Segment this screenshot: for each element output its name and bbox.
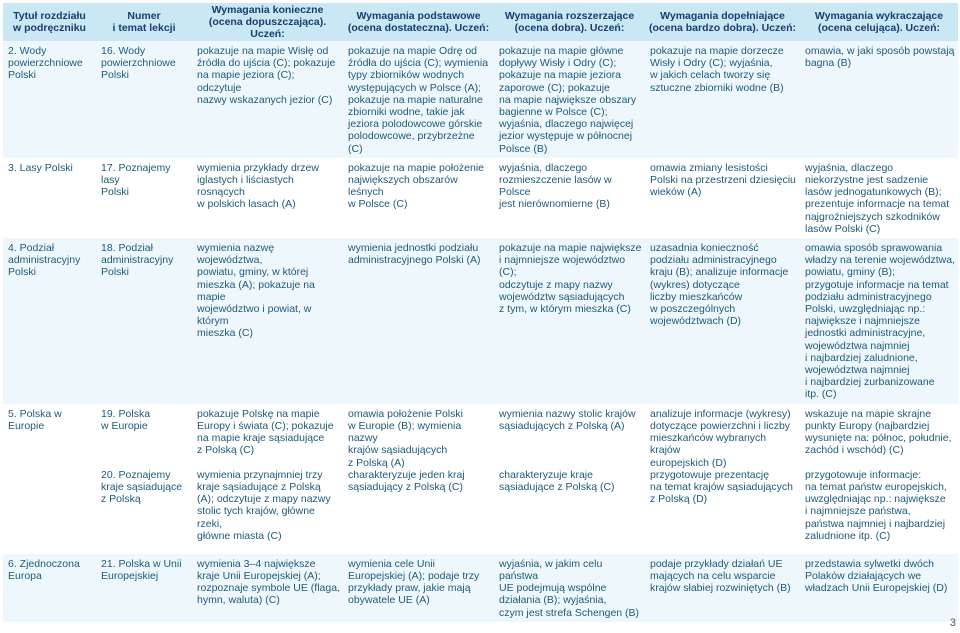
requirement-cell: wymienia jednostki podziału administracyjnego Polski (A) bbox=[343, 238, 494, 404]
requirement-cell: wymienia nazwę województwa, powiatu, gminy, w której mieszka (A); pokazuje na mapie województwo i powiat, w którym mieszka (C) bbox=[192, 238, 343, 404]
chapter-cell: 6. Zjednoczona Europa bbox=[3, 554, 96, 622]
requirement-cell: przygotowuje prezentację na temat krajów sąsiadujących z Polską (D) bbox=[650, 468, 793, 506]
requirement-cell: omawia, w jaki sposób powstają bagna (B) bbox=[800, 41, 958, 158]
requirement-cell: omawia sposób sprawowania władzy na terenie województwa, powiatu, gminy (B); przygotuje informacje na temat podziału administracyjnego Polski, uwzględniając np.: największe i najmniejsze jednostki administracyjne, województwa najmniej i najbardziej zaludnione, województwa najmniej i najbardziej zurbanizowane itp. (C) bbox=[800, 238, 958, 404]
requirements-table bbox=[3, 3, 958, 622]
requirement-cell: pokazuje Polskę na mapie Europy i świata (C); pokazuje na mapie kraje sąsiadujące z Polską (C) bbox=[197, 407, 334, 457]
requirement-cell: wymienia przykłady drzew iglastych i liściastych rosnących w polskich lasach (A) bbox=[197, 161, 319, 211]
requirement-cell: analizuje informacje (wykresy) dotyczące powierzchni i liczby mieszkańców wybranych krajów europejskich (D) bbox=[650, 407, 791, 469]
requirement-cell: wyjaśnia, w jakim celu państwa UE podejmują wspólne działania (B); wyjaśnia, czym jest strefa Schengen (B) bbox=[494, 554, 645, 622]
requirement-cell: charakteryzuje jeden kraj sąsiadujący z Polską (C) bbox=[348, 468, 465, 493]
header-core-requirements: Wymagania podstawowe (ocena dostateczna). Uczeń: bbox=[343, 3, 494, 41]
table-row bbox=[3, 238, 958, 404]
requirement-cell: pokazuje na mapie główne dopływy Wisły i Odry (C); pokazuje na mapie jeziora zaporowe (C); pokazuje na mapie największe obszary bagienne w Polsce (C); wyjaśnia, dlaczego najwięcej jezior występuje w północnej Polsce (B) bbox=[494, 41, 645, 158]
chapter-cell bbox=[3, 469, 96, 554]
lesson-cell: 16. Wody powierzchniowe Polski bbox=[96, 41, 192, 158]
requirement-cell: uzasadnia konieczność podziału administracyjnego kraju (B); analizuje informacje (wykres) dotyczące liczby mieszkańców w poszczególnych województwach (D) bbox=[645, 238, 800, 404]
requirement-cell: wymienia 3–4 największe kraje Unii Europejskiej (A); rozpoznaje symbole UE (flaga, hymn, waluta) (C) bbox=[192, 554, 343, 622]
requirement-cell: podaje przykłady działań UE mających na celu wsparcie krajów słabiej rozwiniętych (B) bbox=[645, 554, 800, 622]
header-exceeding-requirements: Wymagania wykraczające (ocena celująca). Uczeń: bbox=[800, 3, 958, 41]
requirement-cell: wyjaśnia, dlaczego niekorzystne jest sadzenie lasów jednogatunkowych (B); prezentuje informacje na temat najgroźniejszych szkodników lasów Polski (C) bbox=[805, 161, 950, 235]
chapter-cell: 3. Lasy Polski bbox=[8, 161, 73, 174]
requirement-cell: pokazuje na mapie dorzecze Wisły i Odry (C); wyjaśnia, w jakich celach tworzy się sztuczne zbiorniki wodne (B) bbox=[645, 41, 800, 158]
lesson-cell: 20. Poznajemy kraje sąsiadujące z Polską bbox=[101, 468, 183, 506]
requirement-cell: pokazuje na mapie Wisłę od źródła do ujścia (C); pokazuje na mapie jeziora (C); odczytuje nazwy wskazanych jezior (C) bbox=[192, 41, 343, 158]
table-row bbox=[3, 554, 958, 622]
lesson-cell: 21. Polska w Unii Europejskiej bbox=[96, 554, 192, 622]
header-complementary-requirements: Wymagania dopełniające (ocena bardzo dobra). Uczeń: bbox=[645, 3, 800, 41]
header-chapter-title: Tytuł rozdziału w podręczniku bbox=[3, 3, 96, 41]
header-lesson-number: Numer i temat lekcji bbox=[96, 3, 192, 41]
requirement-cell: charakteryzuje kraje sąsiadujące z Polską (C) bbox=[499, 468, 615, 493]
chapter-cell: 5. Polska w Europie bbox=[8, 407, 62, 432]
requirement-cell: omawia zmiany lesistości Polski na przestrzeni dziesięciu wieków (A) bbox=[650, 161, 796, 199]
requirement-cell: przygotowuje informacje: na temat państw europejskich, uwzględniając np.: największe i najmniejsze państwa, państwa najmniej i najbardziej zaludnione itp. (C) bbox=[805, 468, 947, 542]
header-row bbox=[3, 3, 958, 41]
header-basic-requirements: Wymagania konieczne (ocena dopuszczająca). Uczeń: bbox=[192, 3, 343, 41]
requirement-cell: pokazuje na mapie Odrę od źródła do ujścia (C); wymienia typy zbiorników wodnych występujących w Polsce (A); pokazuje na mapie naturalne zbiorniki wodne, takie jak jeziora polodowcowe górskie polodowcowe, przybrzeżne (C) bbox=[343, 41, 494, 158]
chapter-cell: 2. Wody powierzchniowe Polski bbox=[3, 41, 96, 158]
table-row bbox=[3, 404, 958, 469]
requirement-cell: wskazuje na mapie skrajne punkty Europy (najbardziej wysunięte na: północ, południe, zachód i wschód) (C) bbox=[805, 407, 952, 457]
chapter-cell: 4. Podział administracyjny Polski bbox=[3, 238, 96, 404]
requirement-cell: pokazuje na mapie położenie największych obszarów leśnych w Polsce (C) bbox=[348, 161, 485, 211]
lesson-cell: 19. Polska w Europie bbox=[101, 407, 151, 432]
lesson-cell: 18. Podział administracyjny Polski bbox=[96, 238, 192, 404]
requirement-cell: wymienia cele Unii Europejskiej (A); podaje trzy przykłady praw, jakie mają obywatele UE (A) bbox=[343, 554, 494, 622]
page-number: 3 bbox=[949, 617, 956, 629]
table-row bbox=[3, 469, 958, 554]
table-row bbox=[3, 41, 958, 158]
requirement-cell: przedstawia sylwetki dwóch Polaków działających we władzach Unii Europejskiej (D) bbox=[800, 554, 958, 622]
requirement-cell: wymienia nazwy stolic krajów sąsiadujących z Polską (A) bbox=[499, 407, 636, 432]
requirement-cell: pokazuje na mapie największe i najmniejsze województwo (C); odczytuje z mapy nazwy województw sąsiadujących z tym, w którym mieszka (C) bbox=[494, 238, 645, 404]
requirement-cell: omawia położenie Polski w Europie (B); wymienia nazwy krajów sąsiadujących z Polską (A) bbox=[348, 407, 463, 469]
header-extended-requirements: Wymagania rozszerzające (ocena dobra). Uczeń: bbox=[494, 3, 645, 41]
requirement-cell: wyjaśnia, dlaczego rozmieszczenie lasów w Polsce jest nierównomierne (B) bbox=[499, 161, 612, 211]
lesson-cell: 17. Poznajemy lasy Polski bbox=[101, 161, 171, 199]
requirement-cell: wymienia przynajmniej trzy kraje sąsiadujące z Polską (A); odczytuje z mapy nazwy stolic tych krajów, główne rzeki, główne miasta (C) bbox=[197, 468, 331, 542]
table-row bbox=[3, 158, 958, 238]
